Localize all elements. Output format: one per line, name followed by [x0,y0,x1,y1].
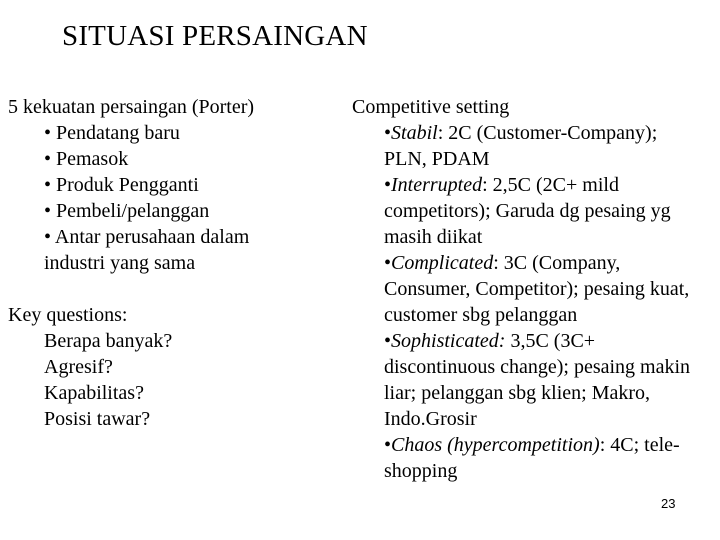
item-text: : 3C (Company, Consumer, Competitor); pesaing kuat, customer sbg pelanggan [384,252,690,326]
bullet: • [384,330,392,352]
item-text: 3,5C (3C+ discontinuous change); pesaing makin liar; pelanggan sbg klien; Makro, Indo.Grosir [384,330,691,430]
list-item: • Pendatang baru [44,122,180,144]
list-item: • Produk Pengganti [44,174,199,196]
list-item: Kapabilitas? [44,382,144,404]
item-label: Stabil [391,122,438,144]
key-questions-heading: Key questions: [8,304,128,326]
left-column [8,94,328,432]
bullet: • [384,122,392,144]
competitive-setting-list [352,120,700,484]
bullet: • [384,434,392,456]
item-label: Complicated [391,252,494,274]
list-item: Agresif? [44,356,113,378]
slide-title: SITUASI PERSAINGAN [62,20,368,52]
list-item: • Antar perusahaan dalam [44,226,250,248]
item-text: : 2C (Customer-Company); PLN, PDAM [384,122,658,170]
porter-forces-list [8,120,328,276]
bullet: • [384,174,392,196]
list-item: • Pemasok [44,148,129,170]
list-item: Posisi tawar? [44,408,151,430]
list-item [384,432,700,484]
key-questions-list [8,328,328,432]
item-label: Chaos (hypercompetition) [391,434,600,456]
list-item: industri yang sama [44,252,196,274]
right-column [352,94,700,484]
item-label: Sophisticated: [391,330,506,352]
list-item: Berapa banyak? [44,330,173,352]
bullet: • [384,252,392,274]
list-item [384,120,700,172]
competitive-setting-heading: Competitive setting [352,96,510,118]
list-item [384,250,700,328]
list-item: • Pembeli/pelanggan [44,200,210,222]
page-number: 23 [661,496,676,511]
porter-heading: 5 kekuatan persaingan (Porter) [8,96,255,118]
list-item [384,328,700,432]
list-item [384,172,700,250]
item-text: : 2,5C (2C+ mild competitors); Garuda dg pesaing yg masih diikat [384,174,671,248]
item-text: : 4C; tele-shopping [384,434,680,482]
item-label: Interrupted [391,174,483,196]
